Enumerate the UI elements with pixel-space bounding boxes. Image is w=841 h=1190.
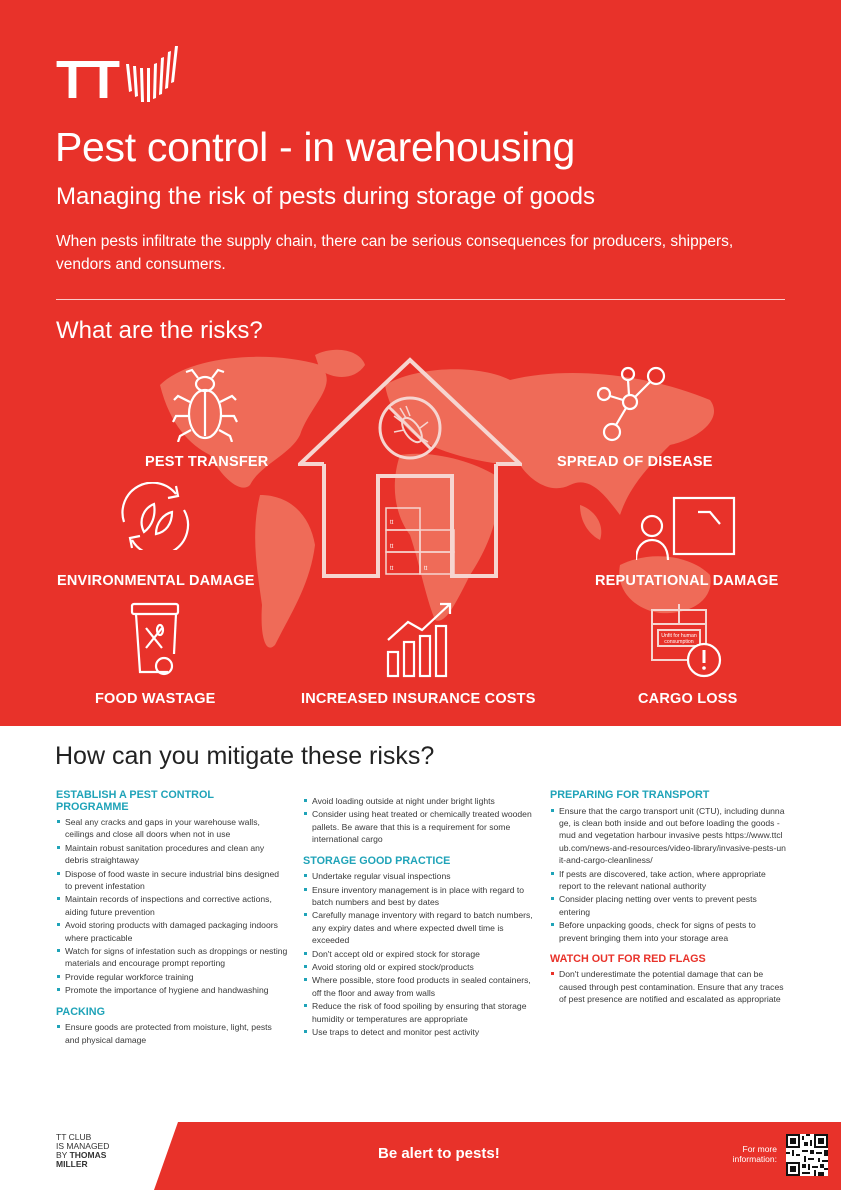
tt-club-logo[interactable] (56, 46, 186, 110)
pallet-mark: tt (390, 544, 394, 550)
slogan: Be alert to pests! (378, 1145, 500, 1162)
list-item: Reduce the risk of food spoiling by ensuring that storage humidity or temperatures are appropriate (303, 1000, 535, 1025)
intro-text: When pests infiltrate the supply chain, there can be serious consequences for producers, shippers, vendors and consumers. (56, 233, 734, 273)
list-red-flags (550, 968, 786, 1005)
risk-label-pest-transfer: PEST TRANSFER (145, 454, 269, 470)
network-icon (596, 366, 666, 442)
risk-label-food-wastage: FOOD WASTAGE (95, 691, 216, 707)
list-item: Dispose of food waste in secure industrial bins designed to prevent infestation (56, 868, 288, 893)
list-item: Seal any cracks and gaps in your warehouse walls, ceilings and close all doors when not in use (56, 816, 288, 841)
managed-company: THOMAS (69, 1150, 107, 1160)
list-item: Ensure that the cargo transport unit (CTU), including dunnage, is clean both inside and out before loading the goods - mud and vegetation harbour invasive pests https://www.ttclub.com/news-and-resources/video-library/invasive-pests-unit-and-cargo-cleanliness/ (550, 805, 786, 867)
page-title: Pest control - in warehousing (55, 124, 576, 170)
managed-line: IS MANAGED (56, 1141, 110, 1151)
page-subtitle: Managing the risk of pests during storage of goods (56, 183, 595, 210)
more-info (733, 1144, 777, 1164)
pallet-mark: tt (390, 520, 394, 526)
managed-by (56, 1133, 109, 1169)
list-item: If pests are discovered, take action, where appropriate report to the relevant national authority (550, 868, 786, 893)
rising-chart-icon (384, 602, 456, 678)
person-chart-icon (636, 494, 738, 562)
column-2 (303, 795, 535, 1048)
risk-label-environmental-damage: ENVIRONMENTAL DAMAGE (57, 573, 255, 589)
divider (56, 299, 785, 300)
list-item: Avoid loading outside at night under bright lights (303, 795, 535, 807)
tt-club-stripes-logo-icon (124, 46, 186, 104)
list-item: Before unpacking goods, check for signs of pests to prevent bringing them into your storage area (550, 919, 786, 944)
section-title-pest-control: ESTABLISH A PEST CONTROL PROGRAMME (56, 789, 214, 813)
waste-bin-icon (130, 598, 182, 680)
bug-icon (172, 366, 238, 442)
section-title-transport: PREPARING FOR TRANSPORT (550, 789, 710, 801)
risk-label-cargo-loss: CARGO LOSS (638, 691, 738, 707)
list-item: Maintain records of inspections and corrective actions, aiding future prevention (56, 893, 288, 918)
list-item: Don't accept old or expired stock for storage (303, 948, 535, 960)
list-item: Consider using heat treated or chemically treated wooden pallets. Be aware that this is a requirement for some international cargo (303, 808, 535, 845)
list-transport (550, 805, 786, 944)
list-item: Promote the importance of hygiene and handwashing (56, 984, 288, 996)
more-info-line: information: (732, 1154, 777, 1164)
list-storage (303, 870, 535, 1038)
section-title-red-flags: WATCH OUT FOR RED FLAGS (550, 952, 706, 965)
list-item: Carefully manage inventory with regard to batch numbers, any expiry dates and where expected dwell time is exceeded (303, 909, 535, 946)
pallet-mark: tt (424, 566, 428, 572)
list-item: Consider placing netting over vents to prevent pests entering (550, 893, 786, 918)
managed-company-2: MILLER (56, 1159, 88, 1169)
more-info-line: For more (742, 1144, 777, 1154)
list-item: Don't underestimate the potential damage that can be caused through pest contamination. Ensure that any traces of pest presence are notified and escalated as appropriate (550, 968, 786, 1005)
column-1 (56, 790, 288, 1056)
list-packing-continued (303, 795, 535, 846)
mitigation-heading: How can you mitigate these risks? (55, 742, 435, 770)
logo-text: TT (56, 50, 118, 110)
list-item: Where possible, store food products in sealed containers, off the floor and away from walls (303, 974, 535, 999)
list-item: Provide regular workforce training (56, 971, 288, 983)
list-item: Avoid storing products with damaged packaging indoors where practicable (56, 919, 288, 944)
list-item: Ensure goods are protected from moisture, light, pests and physical damage (56, 1021, 288, 1046)
warehouse-house-icon (298, 356, 522, 578)
qr-code-graphic (786, 1134, 828, 1176)
risk-label-spread-of-disease: SPREAD OF DISEASE (557, 454, 713, 470)
risk-label-reputational-damage: REPUTATIONAL DAMAGE (595, 573, 779, 589)
pallet-mark: tt (390, 566, 394, 572)
risks-heading: What are the risks? (56, 317, 263, 344)
list-item: Ensure inventory management is in place with regard to batch numbers and best by dates (303, 884, 535, 909)
risk-label-increased-insurance-costs: INCREASED INSURANCE COSTS (301, 691, 536, 707)
list-item: Watch for signs of infestation such as droppings or nesting materials and encourage prompt reporting (56, 945, 288, 970)
leaf-recycle-icon (118, 482, 192, 550)
section-title-storage: STORAGE GOOD PRACTICE (303, 854, 451, 867)
column-3 (550, 790, 786, 1016)
box-label: Unfit for human consumption (661, 633, 697, 645)
list-item: Use traps to detect and monitor pest activity (303, 1026, 535, 1038)
list-pest-control (56, 816, 288, 997)
list-item: Maintain robust sanitation procedures and clean any debris straightaway (56, 842, 288, 867)
managed-by-word: BY (56, 1150, 68, 1160)
qr-code-icon[interactable] (786, 1134, 828, 1176)
managed-line: TT CLUB (56, 1132, 92, 1142)
list-packing (56, 1021, 288, 1046)
list-item: Avoid storing old or expired stock/products (303, 961, 535, 973)
managed-line (56, 1160, 109, 1169)
section-title-packing: PACKING (56, 1005, 105, 1018)
list-item: Undertake regular visual inspections (303, 870, 535, 882)
